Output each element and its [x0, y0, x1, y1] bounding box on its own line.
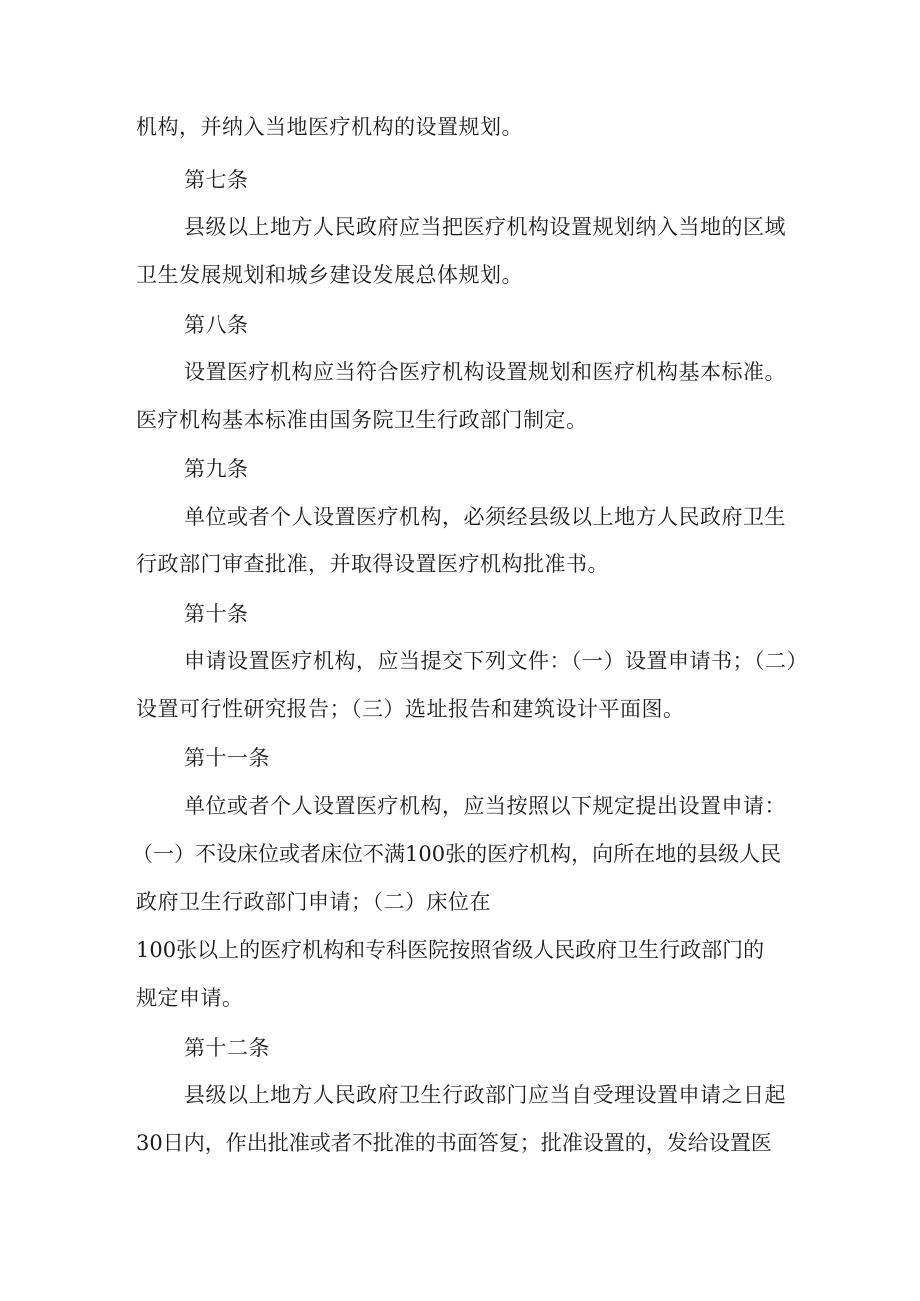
text-line: 县级以上地方人民政府应当把医疗机构设置规划纳入当地的区域 [184, 215, 786, 239]
article-heading: 第十二条 [184, 1036, 270, 1060]
text-line: 机构，并纳入当地医疗机构的设置规划。 [136, 115, 523, 139]
text-line: 医疗机构基本标准由国务院卫生行政部门制定。 [136, 408, 588, 432]
text-line: 单位或者个人设置医疗机构，必须经县级以上地方人民政府卫生 [184, 505, 786, 529]
article-heading: 第七条 [184, 168, 249, 192]
article-heading: 第十条 [184, 602, 249, 626]
text-line: 卫生发展规划和城乡建设发展总体规划。 [136, 263, 523, 287]
text-line: 政府卫生行政部门申请；（二）床位在 [136, 890, 491, 914]
article-heading: 第十一条 [184, 746, 270, 770]
text-line: 申请设置医疗机构，应当提交下列文件：（一）设置申请书；（二） [184, 649, 808, 673]
text-line: 30日内，作出批准或者不批准的书面答复；批准设置的，发给设置医 [136, 1131, 772, 1155]
text-line: 单位或者个人设置医疗机构，应当按照以下规定提出设置申请： [184, 794, 786, 818]
text-line: （一）不设床位或者床位不满100张的医疗机构，向所在地的县级人民 [132, 842, 782, 866]
text-line: 设置可行性研究报告；（三）选址报告和建筑设计平面图。 [136, 697, 685, 721]
article-heading: 第九条 [184, 457, 249, 481]
text-line: 行政部门审查批准，并取得设置医疗机构批准书。 [136, 552, 609, 576]
text-line: 设置医疗机构应当符合医疗机构设置规划和医疗机构基本标准。 [184, 360, 786, 384]
text-line: 县级以上地方人民政府卫生行政部门应当自受理设置申请之日起 [184, 1083, 786, 1107]
text-line: 100张以上的医疗机构和专科医院按照省级人民政府卫生行政部门的 [136, 938, 765, 962]
article-heading: 第八条 [184, 313, 249, 337]
text-line: 规定申请。 [136, 986, 244, 1010]
